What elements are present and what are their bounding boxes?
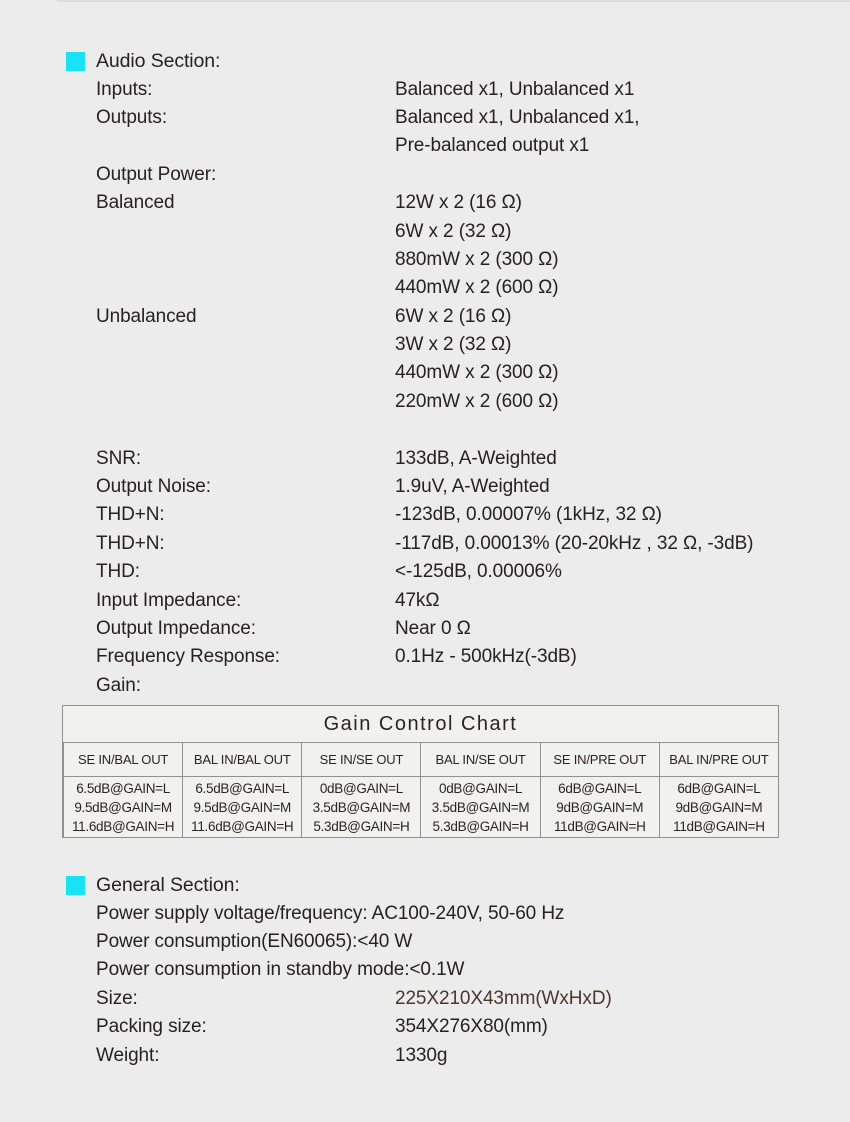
gain-table-title: Gain Control Chart: [63, 706, 778, 743]
gain-value-high: 11dB@GAIN=H: [673, 818, 765, 834]
spec-value: 133dB, A-Weighted: [395, 447, 557, 469]
gain-value-low: 6dB@GAIN=L: [677, 780, 761, 796]
gain-value-low: 0dB@GAIN=L: [319, 780, 403, 796]
spec-row: [66, 161, 834, 189]
gain-table-column: [420, 743, 539, 837]
spec-value: Balanced x1, Unbalanced x1,: [395, 106, 640, 128]
gain-control-table: [62, 705, 779, 838]
gain-value-high: 11.6dB@GAIN=H: [191, 818, 294, 834]
spec-row: [66, 643, 834, 671]
gain-table-grid: [63, 743, 778, 837]
gain-value-mid: 3.5dB@GAIN=M: [431, 799, 530, 815]
gain-table-column: [182, 743, 301, 837]
spec-row: [66, 75, 834, 103]
spec-label: Frequency Response:: [96, 646, 280, 668]
spec-value: 6W x 2 (32 Ω): [395, 220, 512, 242]
spec-row: [66, 985, 834, 1013]
spec-row: [66, 444, 834, 472]
spec-label: Output Noise:: [96, 476, 211, 498]
spec-row: [66, 132, 834, 160]
gain-value-low: 6dB@GAIN=L: [558, 780, 642, 796]
gain-table-cell: [541, 777, 659, 837]
spec-label: Unbalanced: [96, 305, 197, 327]
spec-value: 12W x 2 (16 Ω): [395, 192, 522, 214]
spec-value: 47kΩ: [395, 589, 440, 611]
general-spec-list: [66, 899, 834, 1069]
spec-value: 1330g: [395, 1044, 448, 1066]
spec-value: 880mW x 2 (300 Ω): [395, 248, 559, 270]
spec-row: [66, 388, 834, 416]
spec-row: [66, 586, 834, 614]
spec-label: SNR:: [96, 447, 141, 469]
audio-section-title: Audio Section:: [96, 49, 221, 72]
spec-row: [66, 104, 834, 132]
gain-value-mid: 9.5dB@GAIN=M: [74, 799, 172, 815]
spec-row: [66, 189, 834, 217]
spec-row: [66, 217, 834, 245]
spec-row: [66, 558, 834, 586]
general-section-header: [66, 871, 834, 899]
gain-table-cell: [64, 777, 182, 837]
gain-value-mid: 9dB@GAIN=M: [675, 799, 763, 815]
spec-row: [66, 672, 834, 700]
spec-row: [66, 303, 834, 331]
spec-value: Pre-balanced output x1: [395, 135, 590, 157]
gain-table-cell: [660, 777, 778, 837]
gain-table-column: [540, 743, 659, 837]
gain-table-cell: [183, 777, 301, 837]
spec-label: Size:: [96, 987, 138, 1009]
spec-label: Inputs:: [96, 78, 153, 100]
gain-table-column-header: BAL IN/PRE OUT: [660, 743, 778, 777]
gain-table-column-header: BAL IN/SE OUT: [421, 743, 539, 777]
spec-label: Outputs:: [96, 106, 168, 128]
spec-value: 440mW x 2 (600 Ω): [395, 277, 559, 299]
gain-table-column: [63, 743, 182, 837]
general-section-title: General Section:: [96, 873, 240, 896]
spec-label: Output Power:: [96, 163, 217, 185]
gain-table-column-header: SE IN/BAL OUT: [64, 743, 182, 777]
spec-row: [66, 416, 834, 444]
spec-label: Power supply voltage/frequency: AC100-240V, 50-60 Hz: [96, 902, 565, 924]
gain-table-column: [659, 743, 778, 837]
spec-value: Balanced x1, Unbalanced x1: [395, 78, 635, 100]
spec-row: [66, 274, 834, 302]
spec-row: [66, 1013, 834, 1041]
spec-value: 354X276X80(mm): [395, 1016, 548, 1038]
gain-value-mid: 3.5dB@GAIN=M: [312, 799, 411, 815]
spec-value: -123dB, 0.00007% (1kHz, 32 Ω): [395, 504, 662, 526]
spec-row: [66, 615, 834, 643]
spec-row: [66, 928, 834, 956]
section-bullet-icon: [66, 876, 85, 895]
spec-value: 1.9uV, A-Weighted: [395, 476, 550, 498]
spec-label: Gain:: [96, 674, 141, 696]
gain-table-column: [301, 743, 420, 837]
spec-row: [66, 359, 834, 387]
spec-value: 3W x 2 (32 Ω): [395, 334, 512, 356]
spec-row: [66, 1041, 834, 1069]
spec-row: [66, 246, 834, 274]
gain-table-cell: [302, 777, 420, 837]
spec-row: [66, 473, 834, 501]
gain-value-high: 11dB@GAIN=H: [553, 818, 646, 834]
spec-row: [66, 956, 834, 984]
spec-label: Input Impedance:: [96, 589, 242, 611]
spec-label: THD:: [96, 561, 140, 583]
spec-row: [66, 331, 834, 359]
spec-value: 0.1Hz - 500kHz(-3dB): [395, 646, 577, 668]
audio-section-header: [66, 47, 834, 75]
spec-label: THD+N:: [96, 504, 165, 526]
spec-label: Output Impedance:: [96, 618, 256, 639]
audio-spec-list: [66, 75, 834, 700]
gain-table-cell: [421, 777, 539, 837]
spec-value: 6W x 2 (16 Ω): [395, 305, 512, 327]
spec-value: 220mW x 2 (600 Ω): [395, 390, 559, 412]
gain-value-high: 5.3dB@GAIN=H: [432, 818, 529, 834]
general-section: [66, 871, 834, 1070]
spec-label: Power consumption(EN60065):<40 W: [96, 930, 413, 952]
gain-value-high: 11.6dB@GAIN=H: [71, 818, 175, 834]
spec-value: 440mW x 2 (300 Ω): [395, 362, 559, 384]
spec-value: <-125dB, 0.00006%: [395, 561, 562, 583]
spec-row: [66, 899, 834, 927]
gain-value-low: 6.5dB@GAIN=L: [195, 780, 290, 796]
spec-row: [66, 530, 834, 558]
spec-value: 225X210X43mm(WxHxD): [395, 987, 612, 1009]
spec-label: Weight:: [96, 1044, 160, 1066]
spec-label: Balanced: [96, 192, 175, 214]
spec-value: -117dB, 0.00013% (20-20kHz , 32 Ω, -3dB): [395, 532, 754, 554]
gain-table-column-header: BAL IN/BAL OUT: [183, 743, 301, 777]
gain-table-column-header: SE IN/PRE OUT: [541, 743, 659, 777]
spec-value: Near 0 Ω: [395, 618, 471, 639]
gain-value-mid: 9.5dB@GAIN=M: [193, 799, 291, 815]
audio-section: [66, 47, 834, 700]
top-divider: [57, 0, 850, 2]
spec-label: Power consumption in standby mode:<0.1W: [96, 959, 465, 981]
spec-row: [66, 501, 834, 529]
gain-value-low: 0dB@GAIN=L: [439, 780, 523, 796]
spec-label: THD+N:: [96, 532, 165, 554]
section-bullet-icon: [66, 52, 85, 71]
spec-label: Packing size:: [96, 1016, 207, 1038]
gain-table-column-header: SE IN/SE OUT: [302, 743, 420, 777]
gain-value-low: 6.5dB@GAIN=L: [76, 780, 170, 796]
gain-value-mid: 9dB@GAIN=M: [556, 799, 644, 815]
gain-value-high: 5.3dB@GAIN=H: [313, 818, 410, 834]
